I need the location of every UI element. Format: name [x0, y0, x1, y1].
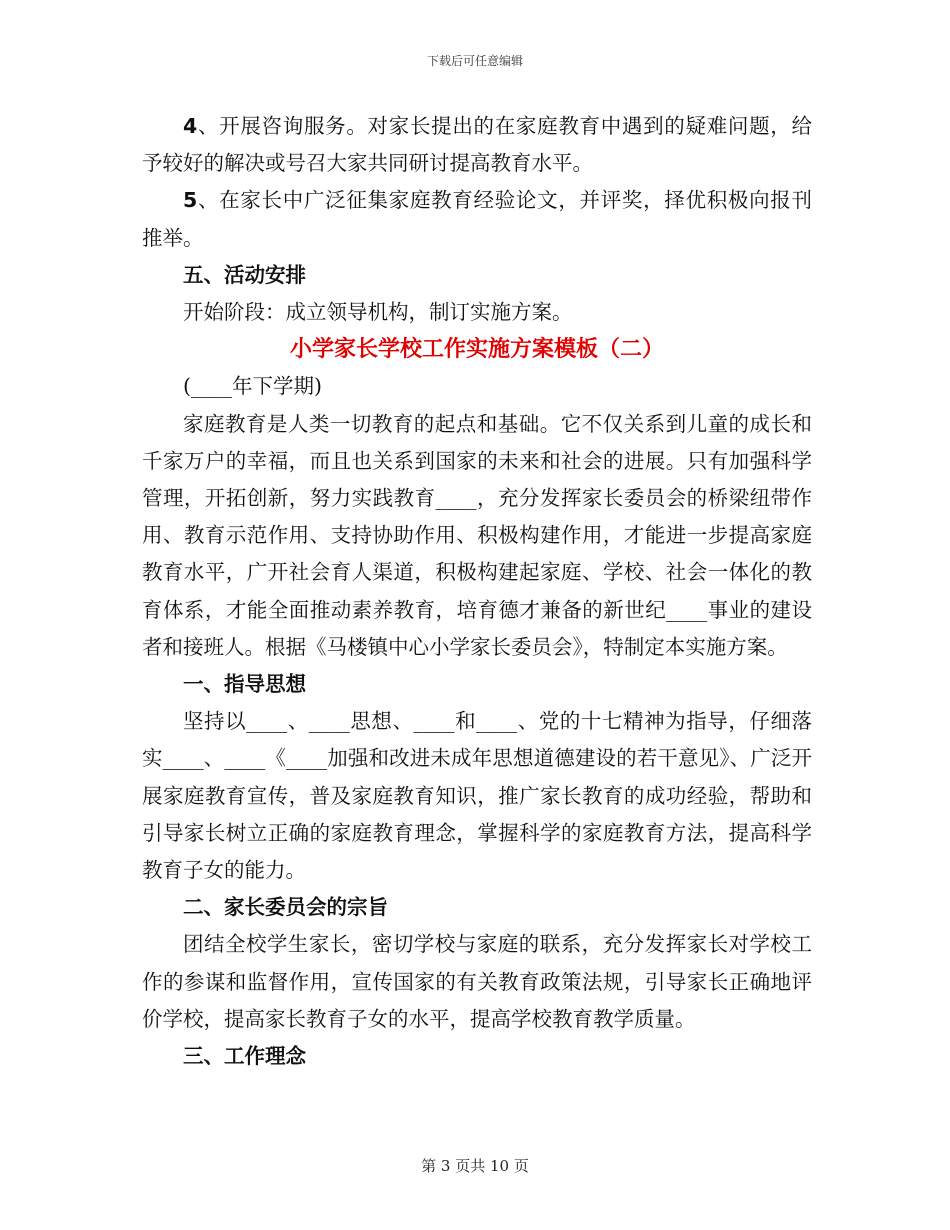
page-footer: 第 3 页共 10 页 — [421, 1157, 529, 1175]
document-title: 小学家长学校工作实施方案模板（二） — [289, 336, 664, 363]
page-header: 下载后可任意编辑 — [426, 54, 523, 68]
section-heading-5: 五、活动安排 — [183, 262, 306, 287]
paragraph-intro: 家庭教育是人类一切教育的起点和基础。它不仅关系到儿童的成长和千家万户的幸福，而且也关系到国家的未来和社会的进展。只有加强科学管理，开拓创新，努力实践教育____，充分发挥家长委员会的桥梁纽带作用、教育示范作用、支持协助作用、积极构建作用，才能进一步提高家庭教育水平，广开社会育人渠道，积极构建起家庭、学校、社会一体化的教育体系，才能全面推动素养教育，培育德才兼备的新世纪____事业的建设者和接班人。根据《马楼镇中心小学家长委员会》，特制定本实施方案。 — [142, 411, 812, 659]
paragraph-item-4 — [142, 108, 812, 182]
document-body — [142, 108, 812, 1075]
item-number: 4 — [183, 114, 198, 138]
section-heading-1: 一、指导思想 — [183, 672, 306, 697]
paragraph-purpose: 团结全校学生家长，密切学校与家庭的联系，充分发挥家长对学校工作的参谋和监督作用，宣传国家的有关教育政策法规，引导家长正确地评价学校，提高家长教育子女的水平，提高学校教育教学质量。 — [142, 932, 812, 1031]
term-line: (____年下学期) — [183, 374, 322, 399]
paragraph-start-stage: 开始阶段：成立领导机构，制订实施方案。 — [183, 300, 573, 325]
paragraph-item-5 — [142, 182, 812, 256]
paragraph-text: 、开展咨询服务。对家长提出的在家庭教育中遇到的疑难问题，给予较好的解决或号召大家共同研讨提高教育水平。 — [142, 114, 812, 176]
paragraph-text: 、在家长中广泛征集家庭教育经验论文，并评奖，择优积极向报刊推举。 — [142, 188, 812, 250]
section-heading-2: 二、家长委员会的宗旨 — [183, 895, 388, 920]
paragraph-guiding-thought: 坚持以____、____思想、____和____、党的十七精神为指导，仔细落实____、____《____加强和改进未成年思想道德建设的若干意见》、广泛开展家庭教育宣传，普及家庭教育知识，推广家长教育的成功经验，帮助和引导家长树立正确的家庭教育理念，掌握科学的家庭教育方法，提高科学教育子女的能力。 — [142, 709, 812, 883]
item-number: 5 — [183, 188, 198, 213]
section-heading-3: 三、工作理念 — [183, 1044, 306, 1069]
